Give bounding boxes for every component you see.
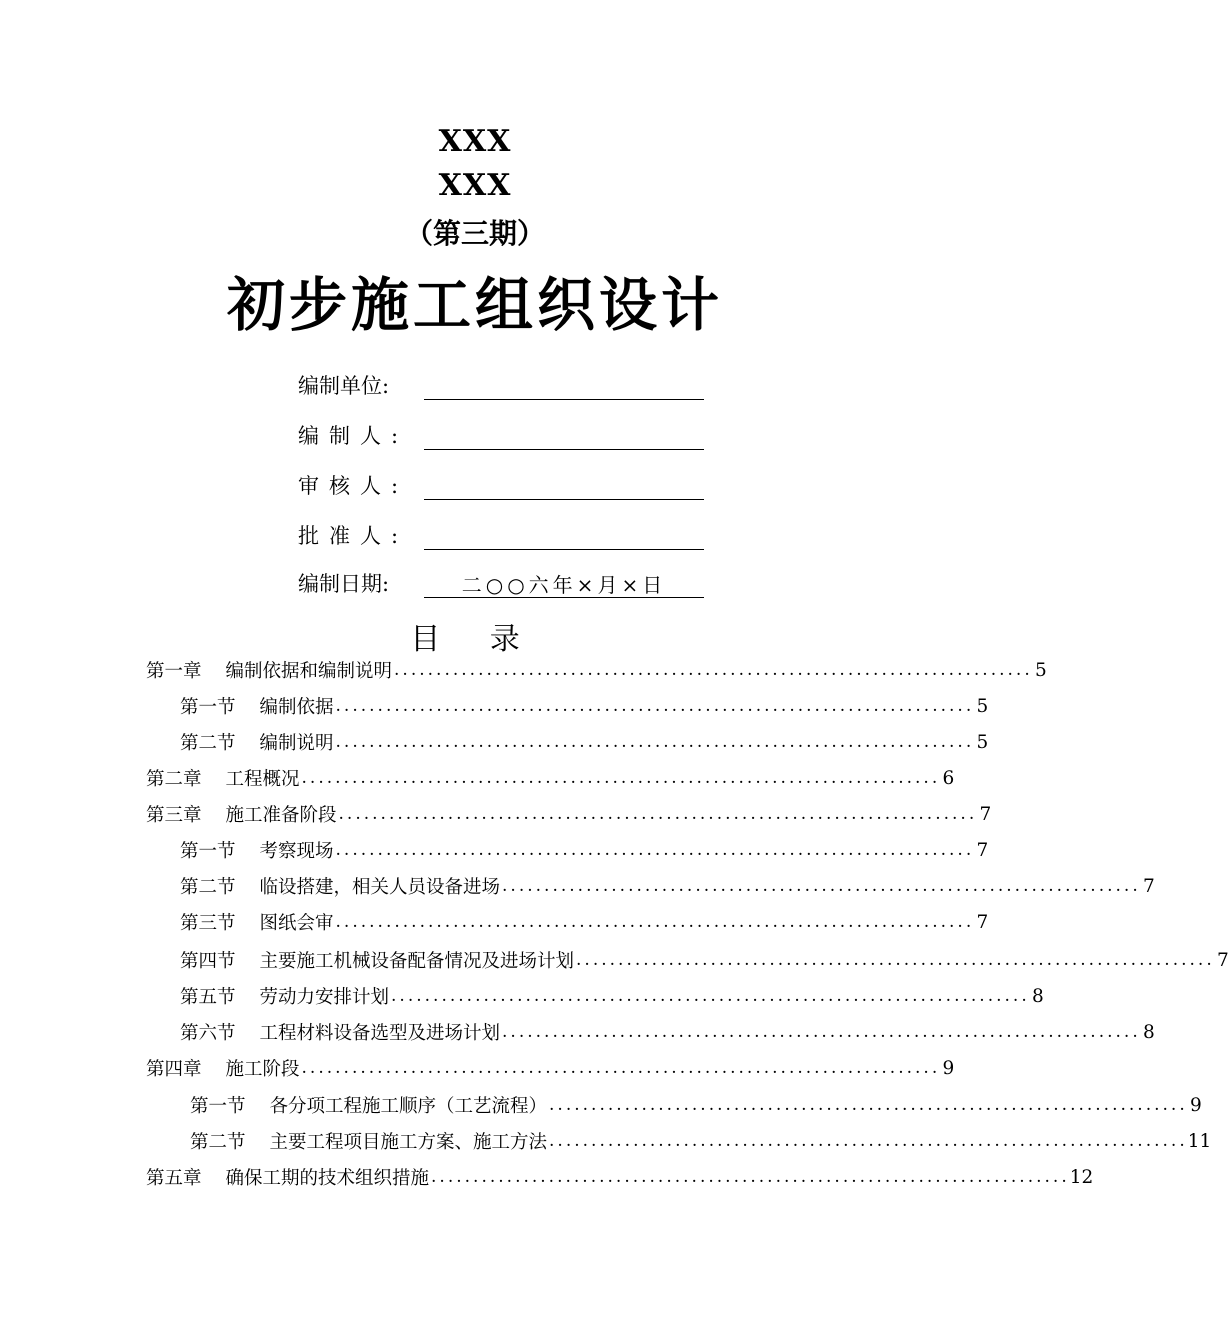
toc-entry-page: 7: [1142, 875, 1155, 897]
toc-entry[interactable]: [180, 691, 989, 721]
toc-leader-dots: ............................................................................: [338, 804, 978, 824]
toc-entry-text: 编制说明: [259, 733, 334, 754]
toc-entry-text: 工程概况: [225, 769, 300, 790]
field-compiling-unit: [298, 366, 704, 400]
toc-entry-number: 第二节: [180, 877, 236, 898]
toc-entry-number: 第一节: [180, 841, 236, 862]
field-value-line: 二○○六年×月×日: [424, 569, 704, 598]
toc-entry-text: 劳动力安排计划: [259, 987, 390, 1008]
toc-leader-dots: ............................................................................: [576, 950, 1215, 970]
toc-entry-text: 图纸会审: [259, 913, 334, 934]
toc-entry-page: 6: [942, 767, 955, 789]
toc-leader-dots: ............................................................................: [335, 696, 975, 716]
field-value-line: [424, 471, 704, 500]
field-value-line: [424, 371, 704, 400]
toc-entry-text: 主要施工机械设备配备情况及进场计划: [259, 951, 575, 972]
toc-entry-text: 各分项工程施工顺序（工艺流程）: [269, 1096, 548, 1117]
toc-leader-dots: ............................................................................: [394, 660, 1033, 680]
toc-entry-page: 7: [976, 911, 989, 933]
toc-entry[interactable]: [146, 799, 992, 829]
toc-title: 目 录: [410, 622, 540, 657]
toc-entry-number: 第六节: [180, 1023, 236, 1044]
toc-entry-page: 7: [979, 803, 992, 825]
toc-leader-dots: ............................................................................: [549, 1095, 1188, 1115]
toc-entry-page: 5: [976, 731, 989, 753]
project-name-line-1: XXX: [438, 124, 512, 159]
field-compile-date: [298, 564, 704, 598]
toc-entry[interactable]: [180, 727, 989, 757]
toc-entry-text: 工程材料设备选型及进场计划: [259, 1023, 501, 1044]
toc-entry-text: 考察现场: [259, 841, 334, 862]
field-value-line: [424, 421, 704, 450]
toc-entry-number: 第二节: [190, 1132, 246, 1153]
toc-entry-page: 9: [1189, 1094, 1202, 1116]
phase-label: （第三期）: [404, 217, 545, 250]
toc-leader-dots: ............................................................................: [335, 912, 975, 932]
toc-entry[interactable]: [180, 835, 989, 865]
toc-entry-text: 编制依据和编制说明: [225, 661, 393, 682]
toc-entry[interactable]: [180, 1017, 1155, 1047]
toc-entry-number: 第五章: [146, 1168, 202, 1189]
toc-entry-page: 5: [1034, 659, 1047, 681]
toc-leader-dots: ............................................................................: [335, 840, 975, 860]
toc-entry[interactable]: [146, 763, 955, 793]
document-title: 初步施工组织设计: [226, 271, 723, 339]
toc-entry-page: 7: [1216, 949, 1229, 971]
toc-leader-dots: ............................................................................: [301, 768, 941, 788]
field-value-line: [424, 521, 704, 550]
toc-leader-dots: ............................................................................: [502, 1022, 1141, 1042]
toc-entry-number: 第三节: [180, 913, 236, 934]
toc-entry-page: 9: [942, 1057, 955, 1079]
field-reviewer: [298, 466, 704, 500]
toc-entry-number: 第四章: [146, 1059, 202, 1080]
toc-leader-dots: ............................................................................: [502, 876, 1141, 896]
field-label: 编制日期:: [298, 572, 390, 596]
toc-entry-page: 12: [1069, 1166, 1094, 1188]
toc-entry-text: 施工准备阶段: [225, 805, 337, 826]
toc-entry-number: 第一节: [190, 1096, 246, 1117]
toc-entry-page: 7: [976, 839, 989, 861]
toc-entry-number: 第五节: [180, 987, 236, 1008]
toc-entry[interactable]: [190, 1126, 1212, 1156]
toc-entry-page: 11: [1187, 1130, 1212, 1152]
toc-leader-dots: ............................................................................: [335, 732, 975, 752]
toc-entry-number: 第三章: [146, 805, 202, 826]
field-label: 编制人:: [298, 424, 409, 448]
toc-entry-number: 第四节: [180, 951, 236, 972]
toc-leader-dots: ............................................................................: [549, 1131, 1188, 1151]
toc-entry[interactable]: [190, 1090, 1202, 1120]
field-approver: [298, 516, 704, 550]
toc-entry[interactable]: [180, 981, 1044, 1011]
toc-entry-text: 临设搭建，相关人员设备进场: [259, 877, 501, 898]
toc-entry-number: 第二章: [146, 769, 202, 790]
project-name-line-2: XXX: [438, 168, 512, 203]
toc-entry[interactable]: [146, 1053, 955, 1083]
toc-entry-text: 编制依据: [259, 697, 334, 718]
toc-entry[interactable]: [146, 1162, 1094, 1192]
field-label: 审核人:: [298, 474, 409, 498]
toc-entry[interactable]: [180, 945, 1229, 975]
toc-entry-page: 8: [1142, 1021, 1155, 1043]
toc-entry[interactable]: [180, 871, 1155, 901]
field-label: 编制单位:: [298, 374, 390, 398]
toc-entry-number: 第一节: [180, 697, 236, 718]
toc-leader-dots: ............................................................................: [391, 986, 1030, 1006]
toc-entry[interactable]: [146, 655, 1047, 685]
toc-leader-dots: ............................................................................: [431, 1167, 1070, 1187]
field-compiler: [298, 416, 704, 450]
toc-entry-page: 5: [976, 695, 989, 717]
toc-leader-dots: ............................................................................: [301, 1058, 941, 1078]
toc-entry-page: 8: [1031, 985, 1044, 1007]
toc-entry-number: 第二节: [180, 733, 236, 754]
toc-entry[interactable]: [180, 907, 989, 937]
toc-entry-text: 主要工程项目施工方案、施工方法: [269, 1132, 548, 1153]
toc-entry-number: 第一章: [146, 661, 202, 682]
toc-entry-text: 施工阶段: [225, 1059, 300, 1080]
toc-entry-text: 确保工期的技术组织措施: [225, 1168, 430, 1189]
field-label: 批准人:: [298, 524, 409, 548]
